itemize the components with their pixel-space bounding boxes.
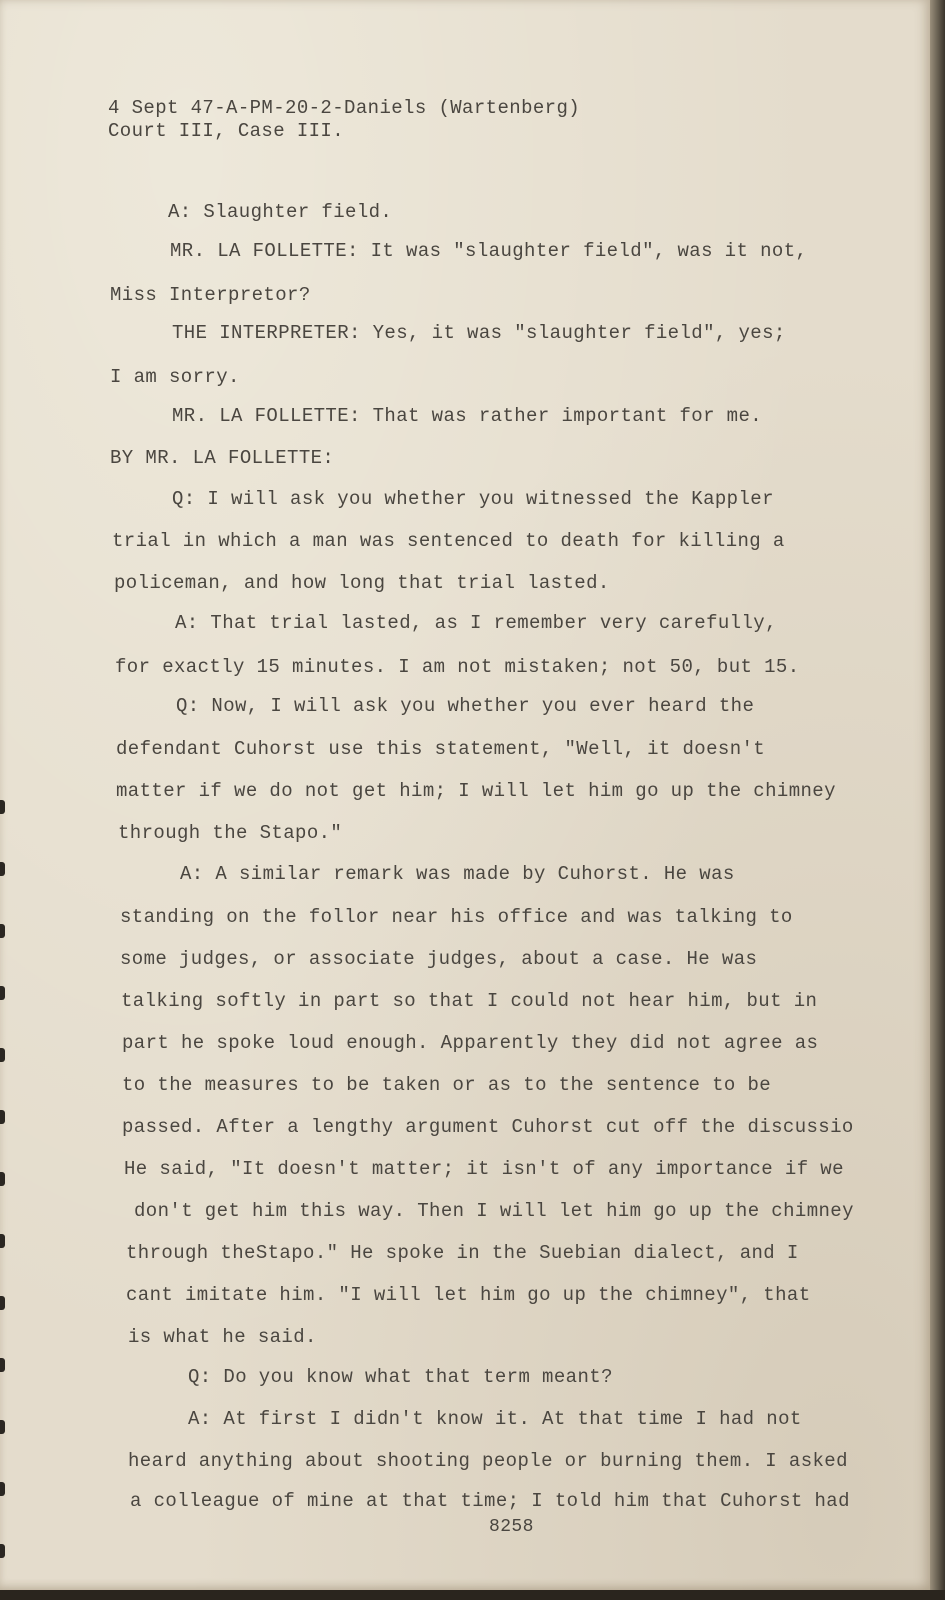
binding-hole: [0, 1482, 5, 1496]
transcript-line: heard anything about shooting people or burning them. I asked: [128, 1450, 848, 1472]
transcript-line: MR. LA FOLLETTE: That was rather important for me.: [172, 405, 763, 427]
document-header-reference: 4 Sept 47-A-PM-20-2-Daniels (Wartenberg): [108, 97, 581, 119]
binding-hole: [0, 1234, 5, 1248]
transcript-line: matter if we do not get him; I will let him go up the chimney: [116, 780, 836, 802]
transcript-line: A: A similar remark was made by Cuhorst. He was: [180, 863, 735, 885]
transcript-line: Q: Now, I will ask you whether you ever heard the: [176, 695, 755, 717]
scan-edge-bottom: [0, 1590, 945, 1600]
binding-hole: [0, 1420, 5, 1434]
binding-hole: [0, 1544, 5, 1558]
binding-holes: [0, 800, 8, 1590]
scan-edge-right: [930, 0, 945, 1600]
transcript-line: standing on the follor near his office and was talking to: [120, 906, 793, 928]
transcript-line: cant imitate him. "I will let him go up the chimney", that: [126, 1284, 811, 1306]
transcript-line: THE INTERPRETER: Yes, it was "slaughter field", yes;: [172, 322, 786, 344]
transcript-line: trial in which a man was sentenced to death for killing a: [112, 530, 785, 552]
transcript-line: part he spoke loud enough. Apparently they did not agree as: [122, 1032, 819, 1054]
transcript-line: passed. After a lengthy argument Cuhorst cut off the discussio: [122, 1116, 854, 1138]
binding-hole: [0, 1358, 5, 1372]
binding-hole: [0, 1296, 5, 1310]
transcript-line: BY MR. LA FOLLETTE:: [110, 447, 335, 469]
binding-hole: [0, 924, 5, 938]
binding-hole: [0, 1110, 5, 1124]
binding-hole: [0, 862, 5, 876]
transcript-line: don't get him this way. Then I will let him go up the chimney: [134, 1200, 854, 1222]
binding-hole: [0, 800, 5, 814]
transcript-line: talking softly in part so that I could not hear him, but in: [121, 990, 818, 1012]
binding-hole: [0, 1048, 5, 1062]
transcript-line: I am sorry.: [110, 366, 240, 388]
transcript-line: to the measures to be taken or as to the sentence to be: [122, 1074, 772, 1096]
binding-hole: [0, 1172, 5, 1186]
transcript-line: policeman, and how long that trial lasted.: [114, 572, 610, 594]
transcript-line: A: Slaughter field.: [168, 201, 393, 223]
transcript-line: through theStapo." He spoke in the Suebian dialect, and I: [126, 1242, 799, 1264]
transcript-line: He said, "It doesn't matter; it isn't of any importance if we: [124, 1158, 844, 1180]
transcript-line: a colleague of mine at that time; I told him that Cuhorst had: [130, 1490, 850, 1512]
transcript-line: Miss Interpretor?: [110, 284, 311, 306]
transcript-line: A: That trial lasted, as I remember very carefully,: [175, 612, 777, 634]
transcript-line: MR. LA FOLLETTE: It was "slaughter field", was it not,: [170, 240, 808, 262]
binding-hole: [0, 986, 5, 1000]
transcript-line: through the Stapo.": [118, 822, 343, 844]
transcript-line: Q: I will ask you whether you witnessed the Kappler: [172, 488, 774, 510]
transcript-line: A: At first I didn't know it. At that time I had not: [188, 1408, 802, 1430]
page-number: 8258: [489, 1517, 534, 1537]
transcript-line: defendant Cuhorst use this statement, "Well, it doesn't: [116, 738, 766, 760]
transcript-line: for exactly 15 minutes. I am not mistaken; not 50, but 15.: [115, 656, 800, 678]
document-header-court: Court III, Case III.: [108, 120, 345, 142]
transcript-line: some judges, or associate judges, about a case. He was: [120, 948, 758, 970]
transcript-line: Q: Do you know what that term meant?: [188, 1366, 613, 1388]
transcript-line: is what he said.: [128, 1326, 317, 1348]
